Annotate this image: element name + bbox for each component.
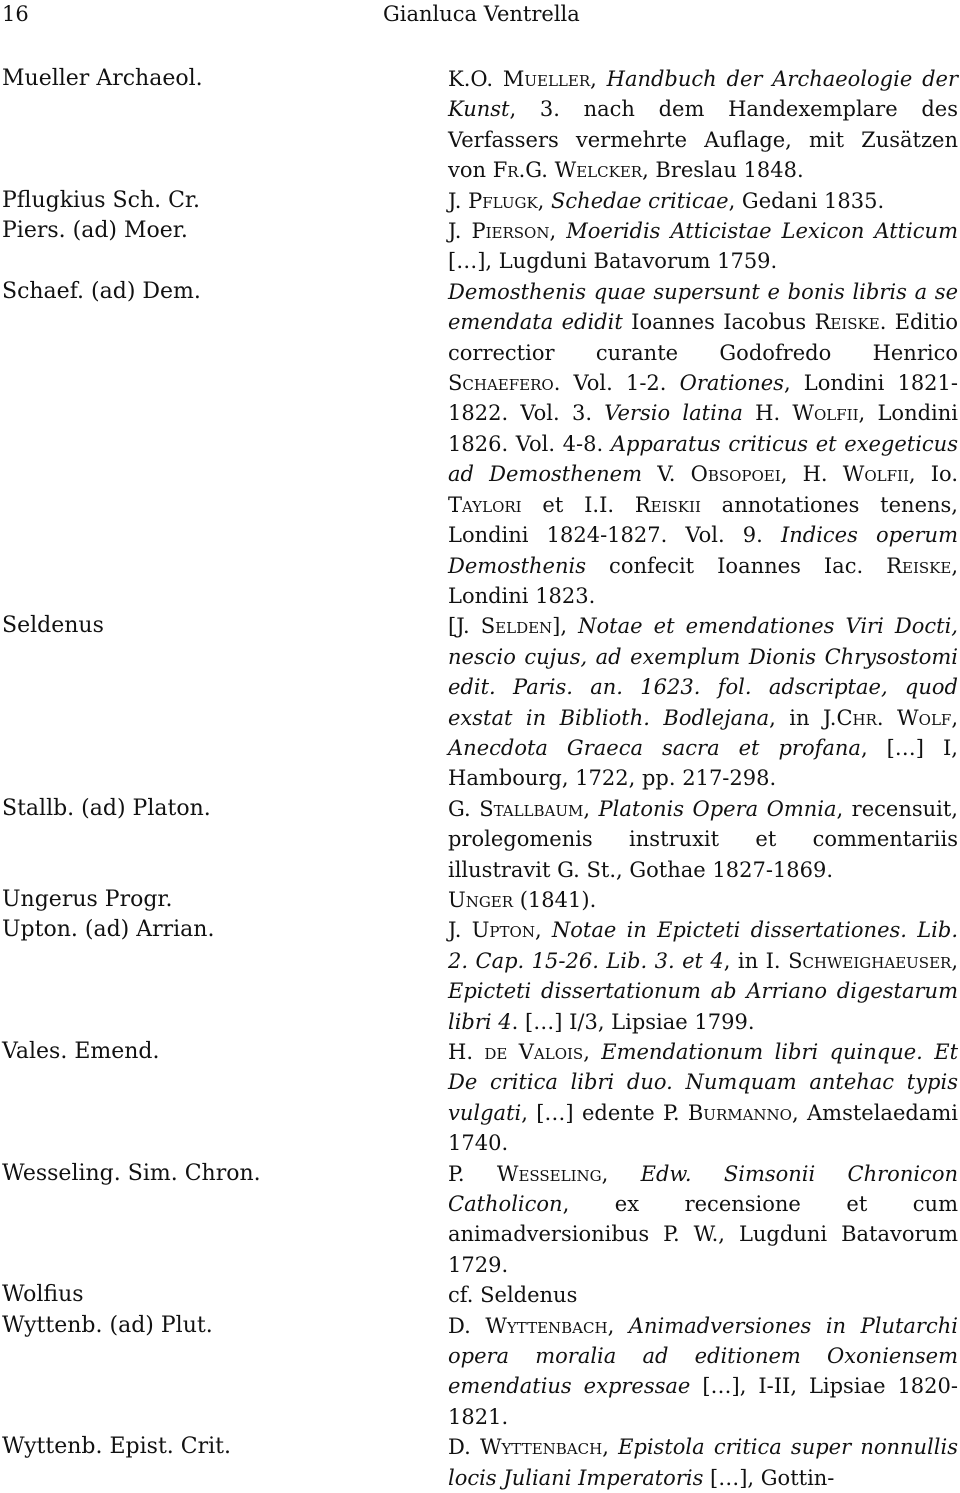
reference-segment: , 3. nach dem Handexemplare des Verfassers vermehrte Auflage, mit Zusätzen von	[448, 97, 958, 183]
reference-segment: Moeridis Atticistae Lexicon Atticum	[566, 219, 958, 244]
reference-text	[448, 64, 958, 186]
reference-segment: ,	[583, 796, 599, 821]
reference-segment: , Gedani 1835.	[728, 188, 885, 213]
reference-segment: D.	[448, 1313, 486, 1338]
reference-segment: ,	[534, 918, 552, 943]
reference-text	[448, 611, 958, 793]
reference-segment: G.	[448, 796, 480, 821]
running-head	[0, 0, 960, 30]
reference-segment: . […] I/3, Lipsiae 1799.	[511, 1009, 755, 1034]
reference-text	[448, 1159, 958, 1281]
reference-segment: Platonis Opera Omnia	[598, 796, 837, 821]
reference-text	[448, 885, 958, 915]
reference-segment: ,	[583, 1040, 602, 1064]
reference-segment: ,	[951, 705, 958, 730]
reference-segment: Wolfii	[842, 462, 909, 487]
reference-segment: Indices operum Demosthenis	[448, 523, 958, 578]
abbreviation-list	[0, 64, 960, 1493]
reference-segment: H.	[742, 401, 793, 426]
list-item	[0, 186, 960, 216]
page-number: 16	[2, 2, 29, 26]
reference-segment: Apparatus criticus et exegeticus ad Demosthenem	[448, 431, 958, 487]
abbreviation: Ungerus Progr.	[2, 886, 173, 912]
reference-segment: Wolfii	[792, 401, 859, 426]
reference-segment: Reiske	[814, 310, 880, 335]
reference-segment: , in J.	[769, 705, 837, 730]
reference-segment: Ioannes Iacobus	[622, 310, 815, 335]
reference-segment: (1841).	[513, 887, 597, 912]
reference-segment: Taylori	[448, 492, 522, 517]
reference-segment: de Valois	[484, 1040, 584, 1064]
reference-text	[448, 216, 958, 277]
reference-segment: , Londini 1823.	[448, 553, 958, 608]
reference-segment: Fr.G. Welcker	[492, 158, 643, 183]
reference-segment: ,	[549, 219, 567, 244]
reference-segment: […], Lugduni Batavorum 1759.	[448, 249, 778, 274]
reference-text	[448, 794, 958, 885]
abbreviation: Wesseling. Sim. Chron.	[2, 1160, 261, 1186]
reference-segment: K.O.	[448, 67, 503, 91]
reference-segment: Versio latina	[604, 401, 743, 426]
list-item	[0, 611, 960, 793]
abbreviation: Seldenus	[2, 613, 104, 639]
reference-segment: Emendationum libri quinque. Et De critica libri duo. Numquam antehac typis vulgati	[448, 1040, 959, 1125]
reference-segment: , Breslau 1848.	[642, 158, 804, 183]
reference-segment: Notae et emendationes Viri Docti, nescio cujus, ad exemplum Dionis Chrysostomi edit. Paris. an. 1623. fol. adscriptae, quod exstat in Biblioth. Bodlejana	[448, 614, 958, 730]
reference-segment: […], I-II, Lipsiae 1820-1821.	[448, 1374, 958, 1429]
reference-segment: . Editio correctior curante Godofredo Henrico	[448, 310, 959, 365]
reference-segment: , H.	[780, 462, 843, 487]
reference-segment: Anecdota Graeca sacra et profana	[448, 735, 861, 760]
reference-segment: Pierson	[471, 219, 550, 244]
reference-segment: [J.	[448, 614, 481, 639]
reference-segment: Wyttenbach	[485, 1313, 608, 1338]
reference-segment: J.	[448, 918, 472, 943]
abbreviation: Upton. (ad) Arrian.	[2, 917, 215, 943]
reference-segment: , recensuit, prolegomenis instruxit et commentariis illustravit G. St., Gothae 1827-1869.	[448, 796, 958, 882]
reference-segment: Obsopoei	[690, 462, 781, 487]
reference-segment: , in I.	[723, 948, 789, 973]
abbreviation: Schaef. (ad) Dem.	[2, 278, 201, 304]
reference-segment: J.	[448, 219, 472, 244]
reference-segment: Demosthenis quae supersunt e bonis libris a se emendata edidit	[448, 279, 958, 335]
reference-segment: , Londini 1826. Vol. 4-8.	[448, 401, 958, 456]
reference-segment: Edw. Simsonii Chronicon Catholicon	[448, 1161, 958, 1217]
list-item	[0, 1432, 960, 1493]
list-item	[0, 885, 960, 915]
reference-segment: , Io.	[908, 462, 958, 487]
list-item	[0, 216, 960, 277]
abbreviation: Vales. Emend.	[2, 1039, 160, 1064]
reference-text	[448, 1432, 958, 1493]
list-item	[0, 915, 960, 1037]
list-item	[0, 1159, 960, 1281]
reference-text	[448, 1311, 958, 1433]
reference-segment: Unger	[448, 887, 514, 912]
reference-segment: Notae in Epicteti dissertationes. Lib. 2. Cap. 15-26. Lib. 3. et 4	[448, 918, 959, 973]
reference-segment: ,	[602, 1435, 619, 1460]
reference-segment: , […] edente P.	[521, 1100, 688, 1125]
reference-segment: , […] I, Hambourg, 1722, pp. 217-298.	[448, 735, 958, 791]
reference-segment: et I.I.	[521, 492, 635, 517]
reference-segment: Mueller	[502, 67, 591, 91]
reference-segment: P.	[448, 1161, 497, 1186]
running-head-author: Gianluca Ventrella	[383, 2, 580, 26]
reference-segment: ,	[601, 1161, 641, 1186]
reference-segment: J.	[448, 188, 469, 213]
reference-segment: Schedae criticae	[551, 188, 729, 213]
reference-segment: Animadversiones in Plutarchi opera moralia ad editionem Oxoniensem emendatius expressae	[448, 1313, 958, 1399]
reference-segment: confecit Ioannes Iac.	[586, 553, 887, 578]
reference-segment: Pflugk	[468, 188, 538, 213]
abbreviation: Stallb. (ad) Platon.	[2, 795, 211, 821]
reference-segment: Epistola critica super nonnullis locis Juliani Imperatoris	[448, 1435, 958, 1490]
reference-segment: Schweighaeuser	[788, 948, 952, 973]
reference-text	[448, 186, 958, 216]
reference-segment: H.	[448, 1040, 485, 1064]
reference-segment: cf. Seldenus	[448, 1283, 578, 1308]
list-item	[0, 277, 960, 611]
reference-segment: Wyttenbach	[479, 1435, 603, 1460]
reference-segment: ,	[590, 67, 607, 91]
abbreviation: Wolfius	[2, 1282, 84, 1308]
reference-segment: annotationes tenens, Londini 1824-1827. Vol. 9.	[448, 492, 958, 548]
list-item	[0, 1037, 960, 1159]
reference-segment: Orationes	[679, 371, 784, 396]
reference-segment: ,	[537, 188, 552, 213]
list-item	[0, 1311, 960, 1433]
reference-segment: ,	[951, 948, 958, 973]
abbreviation: Piers. (ad) Moer.	[2, 218, 188, 244]
abbreviation: Wyttenb. (ad) Plut.	[2, 1312, 213, 1338]
reference-segment: ],	[552, 614, 579, 639]
reference-segment: , ex recensione et cum animadversionibus P. W., Lugduni Batavorum 1729.	[448, 1192, 958, 1277]
reference-segment: D.	[448, 1435, 480, 1460]
reference-text	[448, 1280, 958, 1310]
reference-segment: V.	[642, 462, 691, 487]
abbreviation: Wyttenb. Epist. Crit.	[2, 1434, 232, 1460]
reference-text	[448, 915, 958, 1037]
list-item	[0, 64, 960, 186]
reference-segment: Epicteti dissertationum ab Arriano digestarum libri 4	[448, 979, 958, 1034]
reference-text	[448, 277, 958, 611]
reference-segment: Chr. Wolf	[836, 705, 952, 730]
reference-segment: Reiske	[886, 553, 952, 578]
reference-segment: ,	[607, 1313, 629, 1338]
reference-segment: . Vol. 1-2.	[553, 371, 680, 396]
abbreviation: Mueller Archaeol.	[2, 66, 203, 91]
reference-segment: Handbuch der Archaeologie der Kunst	[448, 67, 958, 122]
reference-segment: Reiskii	[634, 492, 701, 517]
reference-segment: Upton	[471, 918, 535, 943]
reference-segment: Selden	[480, 614, 553, 639]
abbreviation: Pflugkius Sch. Cr.	[2, 187, 201, 213]
reference-segment: Schaefero	[448, 371, 554, 396]
reference-segment: Stallbaum	[479, 796, 584, 821]
reference-segment: , Amstelaedami 1740.	[448, 1100, 958, 1156]
reference-segment: , Londini 1821-1822. Vol. 3.	[448, 371, 958, 426]
reference-segment: Wesseling	[496, 1161, 602, 1186]
reference-segment: Burmanno	[687, 1100, 792, 1125]
list-item	[0, 794, 960, 885]
reference-text	[448, 1037, 958, 1159]
list-item	[0, 1280, 960, 1310]
reference-segment: […], Gottin-	[703, 1465, 835, 1490]
